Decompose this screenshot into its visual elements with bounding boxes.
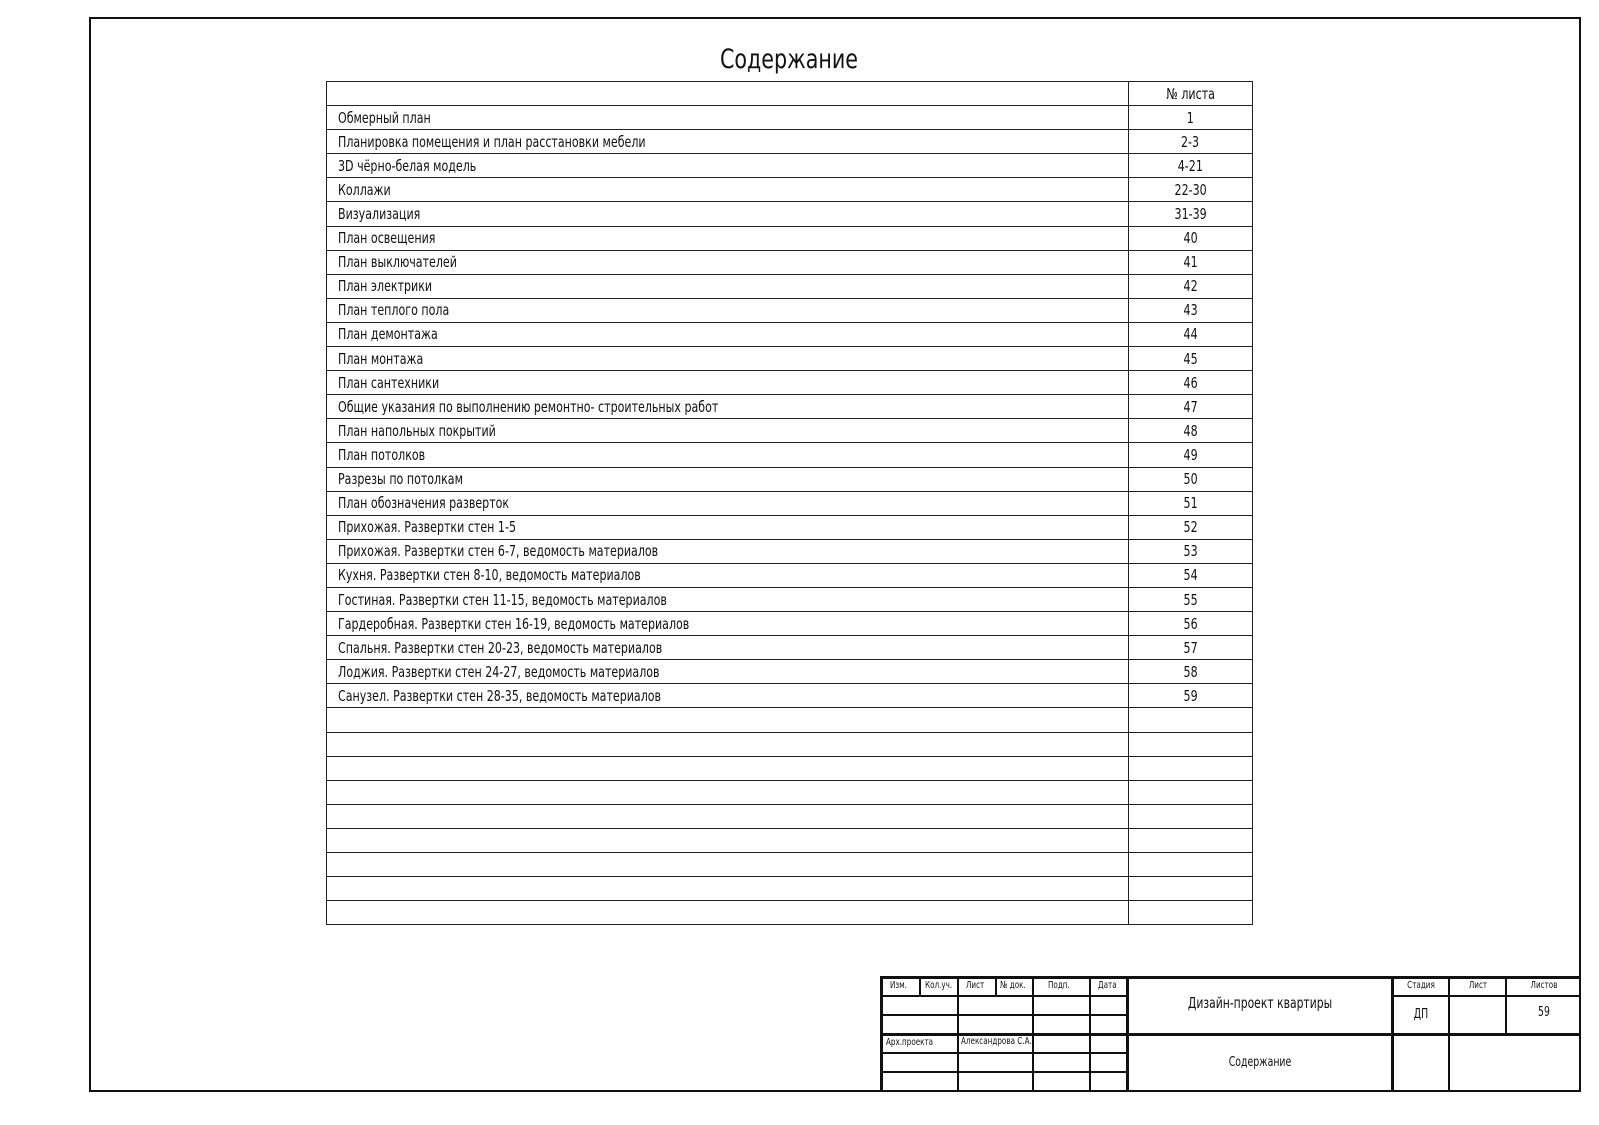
row-description: Санузел. Развертки стен 28-35, ведомость материалов [327, 684, 1129, 708]
row-description [327, 708, 1129, 732]
row-description: План освещения [327, 226, 1129, 250]
tb-sheet-name: Содержание [1228, 1055, 1292, 1070]
page-title: Содержание [719, 44, 859, 75]
row-sheet-number: 56 [1129, 612, 1253, 636]
tb-vline [1505, 976, 1507, 1034]
empty-table-row [327, 732, 1253, 756]
table-row [327, 563, 1253, 587]
tb-n-dok-label: № док. [1000, 980, 1026, 991]
table-row [327, 154, 1253, 178]
empty-table-row [327, 901, 1253, 925]
row-description: Гардеробная. Развертки стен 16-19, ведомость материалов [327, 612, 1129, 636]
table-row [327, 419, 1253, 443]
row-description: Коллажи [327, 178, 1129, 202]
row-description [327, 780, 1129, 804]
row-sheet-number: 59 [1129, 684, 1253, 708]
empty-table-row [327, 780, 1253, 804]
tb-podp-label: Подп. [1048, 980, 1070, 991]
tb-stage-value: ДП [1413, 1007, 1429, 1022]
table-row [327, 660, 1253, 684]
row-description [327, 828, 1129, 852]
row-description: План демонтажа [327, 322, 1129, 346]
row-description: Прихожая. Развертки стен 6-7, ведомость материалов [327, 539, 1129, 563]
table-row [327, 226, 1253, 250]
row-sheet-number: 57 [1129, 636, 1253, 660]
row-description [327, 732, 1129, 756]
tb-project-name: Дизайн-проект квартиры [1187, 994, 1333, 1012]
row-sheet-number: 58 [1129, 660, 1253, 684]
tb-vline [919, 976, 921, 996]
table-row [327, 322, 1253, 346]
tb-sheets-value: 59 [1538, 1005, 1550, 1020]
tb-vline [880, 976, 883, 1092]
row-sheet-number: 1 [1129, 106, 1253, 130]
row-description: Обмерный план [327, 106, 1129, 130]
row-sheet-number: 47 [1129, 395, 1253, 419]
table-row [327, 515, 1253, 539]
table-row [327, 274, 1253, 298]
tb-vline [1032, 976, 1034, 1092]
table-row [327, 106, 1253, 130]
row-sheet-number: 44 [1129, 322, 1253, 346]
row-sheet-number: 4-21 [1129, 154, 1253, 178]
tb-vline [995, 976, 997, 996]
row-description: Гостиная. Развертки стен 11-15, ведомость материалов [327, 587, 1129, 611]
tb-top-border [881, 976, 1581, 979]
row-description: Прихожая. Развертки стен 1-5 [327, 515, 1129, 539]
row-sheet-number: 22-30 [1129, 178, 1253, 202]
tb-data-label: Дата [1098, 980, 1117, 991]
table-row [327, 347, 1253, 371]
row-sheet-number: 54 [1129, 563, 1253, 587]
tb-sheet-label: Лист [1468, 980, 1488, 991]
table-row [327, 684, 1253, 708]
row-sheet-number [1129, 853, 1253, 877]
tb-vline [1391, 976, 1394, 1092]
empty-table-row [327, 877, 1253, 901]
row-sheet-number: 41 [1129, 250, 1253, 274]
header-description [327, 82, 1129, 106]
table-row [327, 202, 1253, 226]
empty-table-row [327, 853, 1253, 877]
row-sheet-number: 2-3 [1129, 130, 1253, 154]
row-description: План потолков [327, 443, 1129, 467]
tb-vline [1448, 976, 1450, 1092]
row-description: План сантехники [327, 371, 1129, 395]
row-description [327, 877, 1129, 901]
row-description: План монтажа [327, 347, 1129, 371]
row-description: План обозначения разверток [327, 491, 1129, 515]
table-row [327, 250, 1253, 274]
row-sheet-number: 45 [1129, 347, 1253, 371]
row-sheet-number: 51 [1129, 491, 1253, 515]
empty-table-row [327, 828, 1253, 852]
tb-izm-label: Изм. [890, 980, 907, 991]
row-sheet-number: 48 [1129, 419, 1253, 443]
row-sheet-number: 53 [1129, 539, 1253, 563]
table-row [327, 395, 1253, 419]
row-description: План напольных покрытий [327, 419, 1129, 443]
tb-stage-label: Стадия [1407, 980, 1435, 991]
row-description: Визуализация [327, 202, 1129, 226]
row-sheet-number: 31-39 [1129, 202, 1253, 226]
row-description: 3D чёрно-белая модель [327, 154, 1129, 178]
row-sheet-number [1129, 780, 1253, 804]
row-description: Планировка помещения и план расстановки мебели [327, 130, 1129, 154]
row-description [327, 853, 1129, 877]
header-sheet-no: № листа [1129, 82, 1253, 106]
row-sheet-number: 40 [1129, 226, 1253, 250]
tb-line [1392, 995, 1581, 997]
table-row [327, 130, 1253, 154]
row-sheet-number: 43 [1129, 298, 1253, 322]
row-description: План теплого пола [327, 298, 1129, 322]
tb-list-label: Лист [966, 980, 985, 991]
row-sheet-number [1129, 708, 1253, 732]
row-sheet-number: 49 [1129, 443, 1253, 467]
row-sheet-number [1129, 877, 1253, 901]
row-sheet-number [1129, 732, 1253, 756]
row-description: Общие указания по выполнению ремонтно- строительных работ [327, 395, 1129, 419]
tb-vline [1089, 976, 1091, 1092]
table-row [327, 371, 1253, 395]
row-description: Лоджия. Развертки стен 24-27, ведомость материалов [327, 660, 1129, 684]
tb-author: Александрова С.А. [961, 1036, 1032, 1047]
row-sheet-number: 42 [1129, 274, 1253, 298]
table-row [327, 491, 1253, 515]
row-sheet-number: 50 [1129, 467, 1253, 491]
table-row [327, 467, 1253, 491]
row-description: Кухня. Развертки стен 8-10, ведомость материалов [327, 563, 1129, 587]
row-description [327, 804, 1129, 828]
row-sheet-number [1129, 756, 1253, 780]
contents-table [326, 81, 1253, 925]
tb-vline [1126, 976, 1129, 1092]
row-sheet-number: 55 [1129, 587, 1253, 611]
tb-role: Арх.проекта [886, 1037, 934, 1048]
row-description [327, 901, 1129, 925]
row-sheet-number [1129, 828, 1253, 852]
empty-table-row [327, 804, 1253, 828]
row-sheet-number: 52 [1129, 515, 1253, 539]
table-row [327, 539, 1253, 563]
row-description: Спальня. Развертки стен 20-23, ведомость материалов [327, 636, 1129, 660]
table-row [327, 298, 1253, 322]
table-row [327, 612, 1253, 636]
row-description: План выключателей [327, 250, 1129, 274]
table-row [327, 443, 1253, 467]
table-row [327, 587, 1253, 611]
table-row [327, 636, 1253, 660]
empty-table-row [327, 756, 1253, 780]
row-sheet-number [1129, 901, 1253, 925]
table-header-row [327, 82, 1253, 106]
table-row [327, 178, 1253, 202]
tb-kol-uch-label: Кол.уч. [925, 980, 953, 991]
empty-table-row [327, 708, 1253, 732]
row-description [327, 756, 1129, 780]
row-description: План электрики [327, 274, 1129, 298]
row-sheet-number: 46 [1129, 371, 1253, 395]
tb-vline [957, 976, 959, 1092]
row-sheet-number [1129, 804, 1253, 828]
tb-sheets-label: Листов [1530, 980, 1558, 991]
row-description: Разрезы по потолкам [327, 467, 1129, 491]
